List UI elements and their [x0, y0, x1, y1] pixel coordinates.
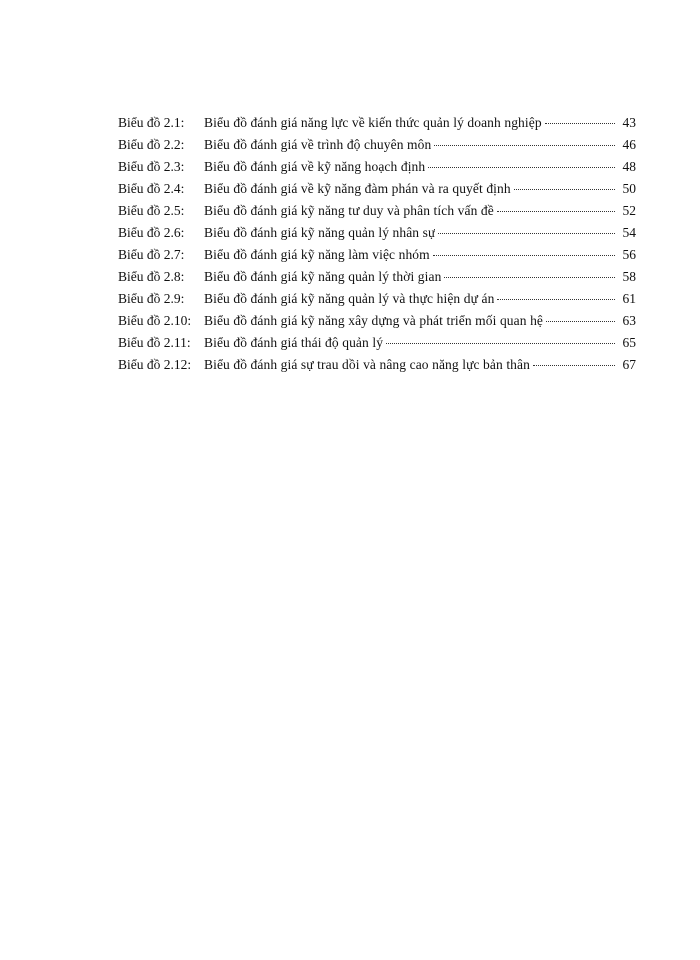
toc-entry-label: Biểu đồ 2.12: [118, 357, 192, 372]
toc-entry-label: Biểu đồ 2.3: [118, 159, 185, 174]
toc-entry-label: Biểu đồ 2.2: [118, 137, 185, 152]
toc-entry-label: Biểu đồ 2.9: [118, 291, 185, 306]
toc-entry-label: Biểu đồ 2.5: [118, 203, 185, 218]
dot-leader [433, 255, 615, 256]
dot-leader [545, 123, 615, 124]
toc-entry-title: Biểu đồ đánh giá kỹ năng làm việc nhóm [204, 247, 430, 262]
dot-leader [546, 321, 615, 322]
toc-entry-label: Biểu đồ 2.8: [118, 269, 185, 284]
dot-leader [434, 145, 615, 146]
toc-entry-page: 52 [622, 203, 636, 218]
toc-entry-label: Biểu đồ 2.1: [118, 115, 185, 130]
toc-entry-title: Biểu đồ đánh giá kỹ năng quản lý nhân sự [204, 225, 436, 240]
toc-entry[interactable] [118, 266, 636, 288]
dot-leader [428, 167, 615, 168]
toc-entry[interactable] [118, 134, 636, 156]
toc-entry-page: 63 [622, 313, 636, 328]
toc-entry-page: 50 [622, 181, 636, 196]
toc-entry[interactable] [118, 244, 636, 266]
dot-leader [514, 189, 615, 190]
toc-entry-title: Biểu đồ đánh giá kỹ năng xây dựng và phát triển mối quan hệ [204, 313, 544, 328]
dot-leader [438, 233, 615, 234]
toc-entry-label: Biểu đồ 2.11: [118, 335, 191, 350]
toc-entry-page: 58 [622, 269, 636, 284]
toc-entry-page: 48 [622, 159, 636, 174]
toc-entry-page: 65 [622, 335, 636, 350]
toc-entry-page: 67 [622, 357, 636, 372]
dot-leader [444, 277, 615, 278]
toc-entry[interactable] [118, 310, 636, 332]
toc-entry-label: Biểu đồ 2.4: [118, 181, 185, 196]
dot-leader [533, 365, 615, 366]
toc-entry-label: Biểu đồ 2.7: [118, 247, 185, 262]
toc-entry[interactable] [118, 112, 636, 134]
toc-entry-title: Biểu đồ đánh giá năng lực về kiến thức quản lý doanh nghiệp [204, 115, 542, 130]
toc-entry-title: Biểu đồ đánh giá về kỹ năng đàm phán và ra quyết định [204, 181, 511, 196]
dot-leader [497, 299, 615, 300]
toc-entry-title: Biểu đồ đánh giá về kỹ năng hoạch định [204, 159, 426, 174]
toc-entry-title: Biểu đồ đánh giá kỹ năng quản lý và thực hiện dự án [204, 291, 495, 306]
dot-leader [386, 343, 615, 344]
toc-entry-page: 56 [622, 247, 636, 262]
toc-entry-label: Biểu đồ 2.10: [118, 313, 192, 328]
toc-entry[interactable] [118, 156, 636, 178]
toc-entry-page: 61 [622, 291, 636, 306]
toc-entry[interactable] [118, 222, 636, 244]
toc-entry[interactable] [118, 332, 636, 354]
toc-entry-page: 54 [622, 225, 636, 240]
toc-entry-page: 46 [622, 137, 636, 152]
toc-entry-label: Biểu đồ 2.6: [118, 225, 185, 240]
toc-entry-page: 43 [622, 115, 636, 130]
toc-entry-title: Biểu đồ đánh giá kỹ năng tư duy và phân tích vấn đề [204, 203, 494, 218]
toc-entry-title: Biểu đồ đánh giá kỹ năng quản lý thời gian [204, 269, 442, 284]
toc-entry-title: Biểu đồ đánh giá thái độ quản lý [204, 335, 384, 350]
dot-leader [497, 211, 615, 212]
toc-entry[interactable] [118, 288, 636, 310]
toc-entry[interactable] [118, 178, 636, 200]
toc-entry-title: Biểu đồ đánh giá về trình độ chuyên môn [204, 137, 432, 152]
list-of-charts [118, 112, 636, 376]
toc-entry-title: Biểu đồ đánh giá sự trau dồi và nâng cao năng lực bản thân [204, 357, 530, 372]
toc-entry[interactable] [118, 200, 636, 222]
toc-entry[interactable] [118, 354, 636, 376]
